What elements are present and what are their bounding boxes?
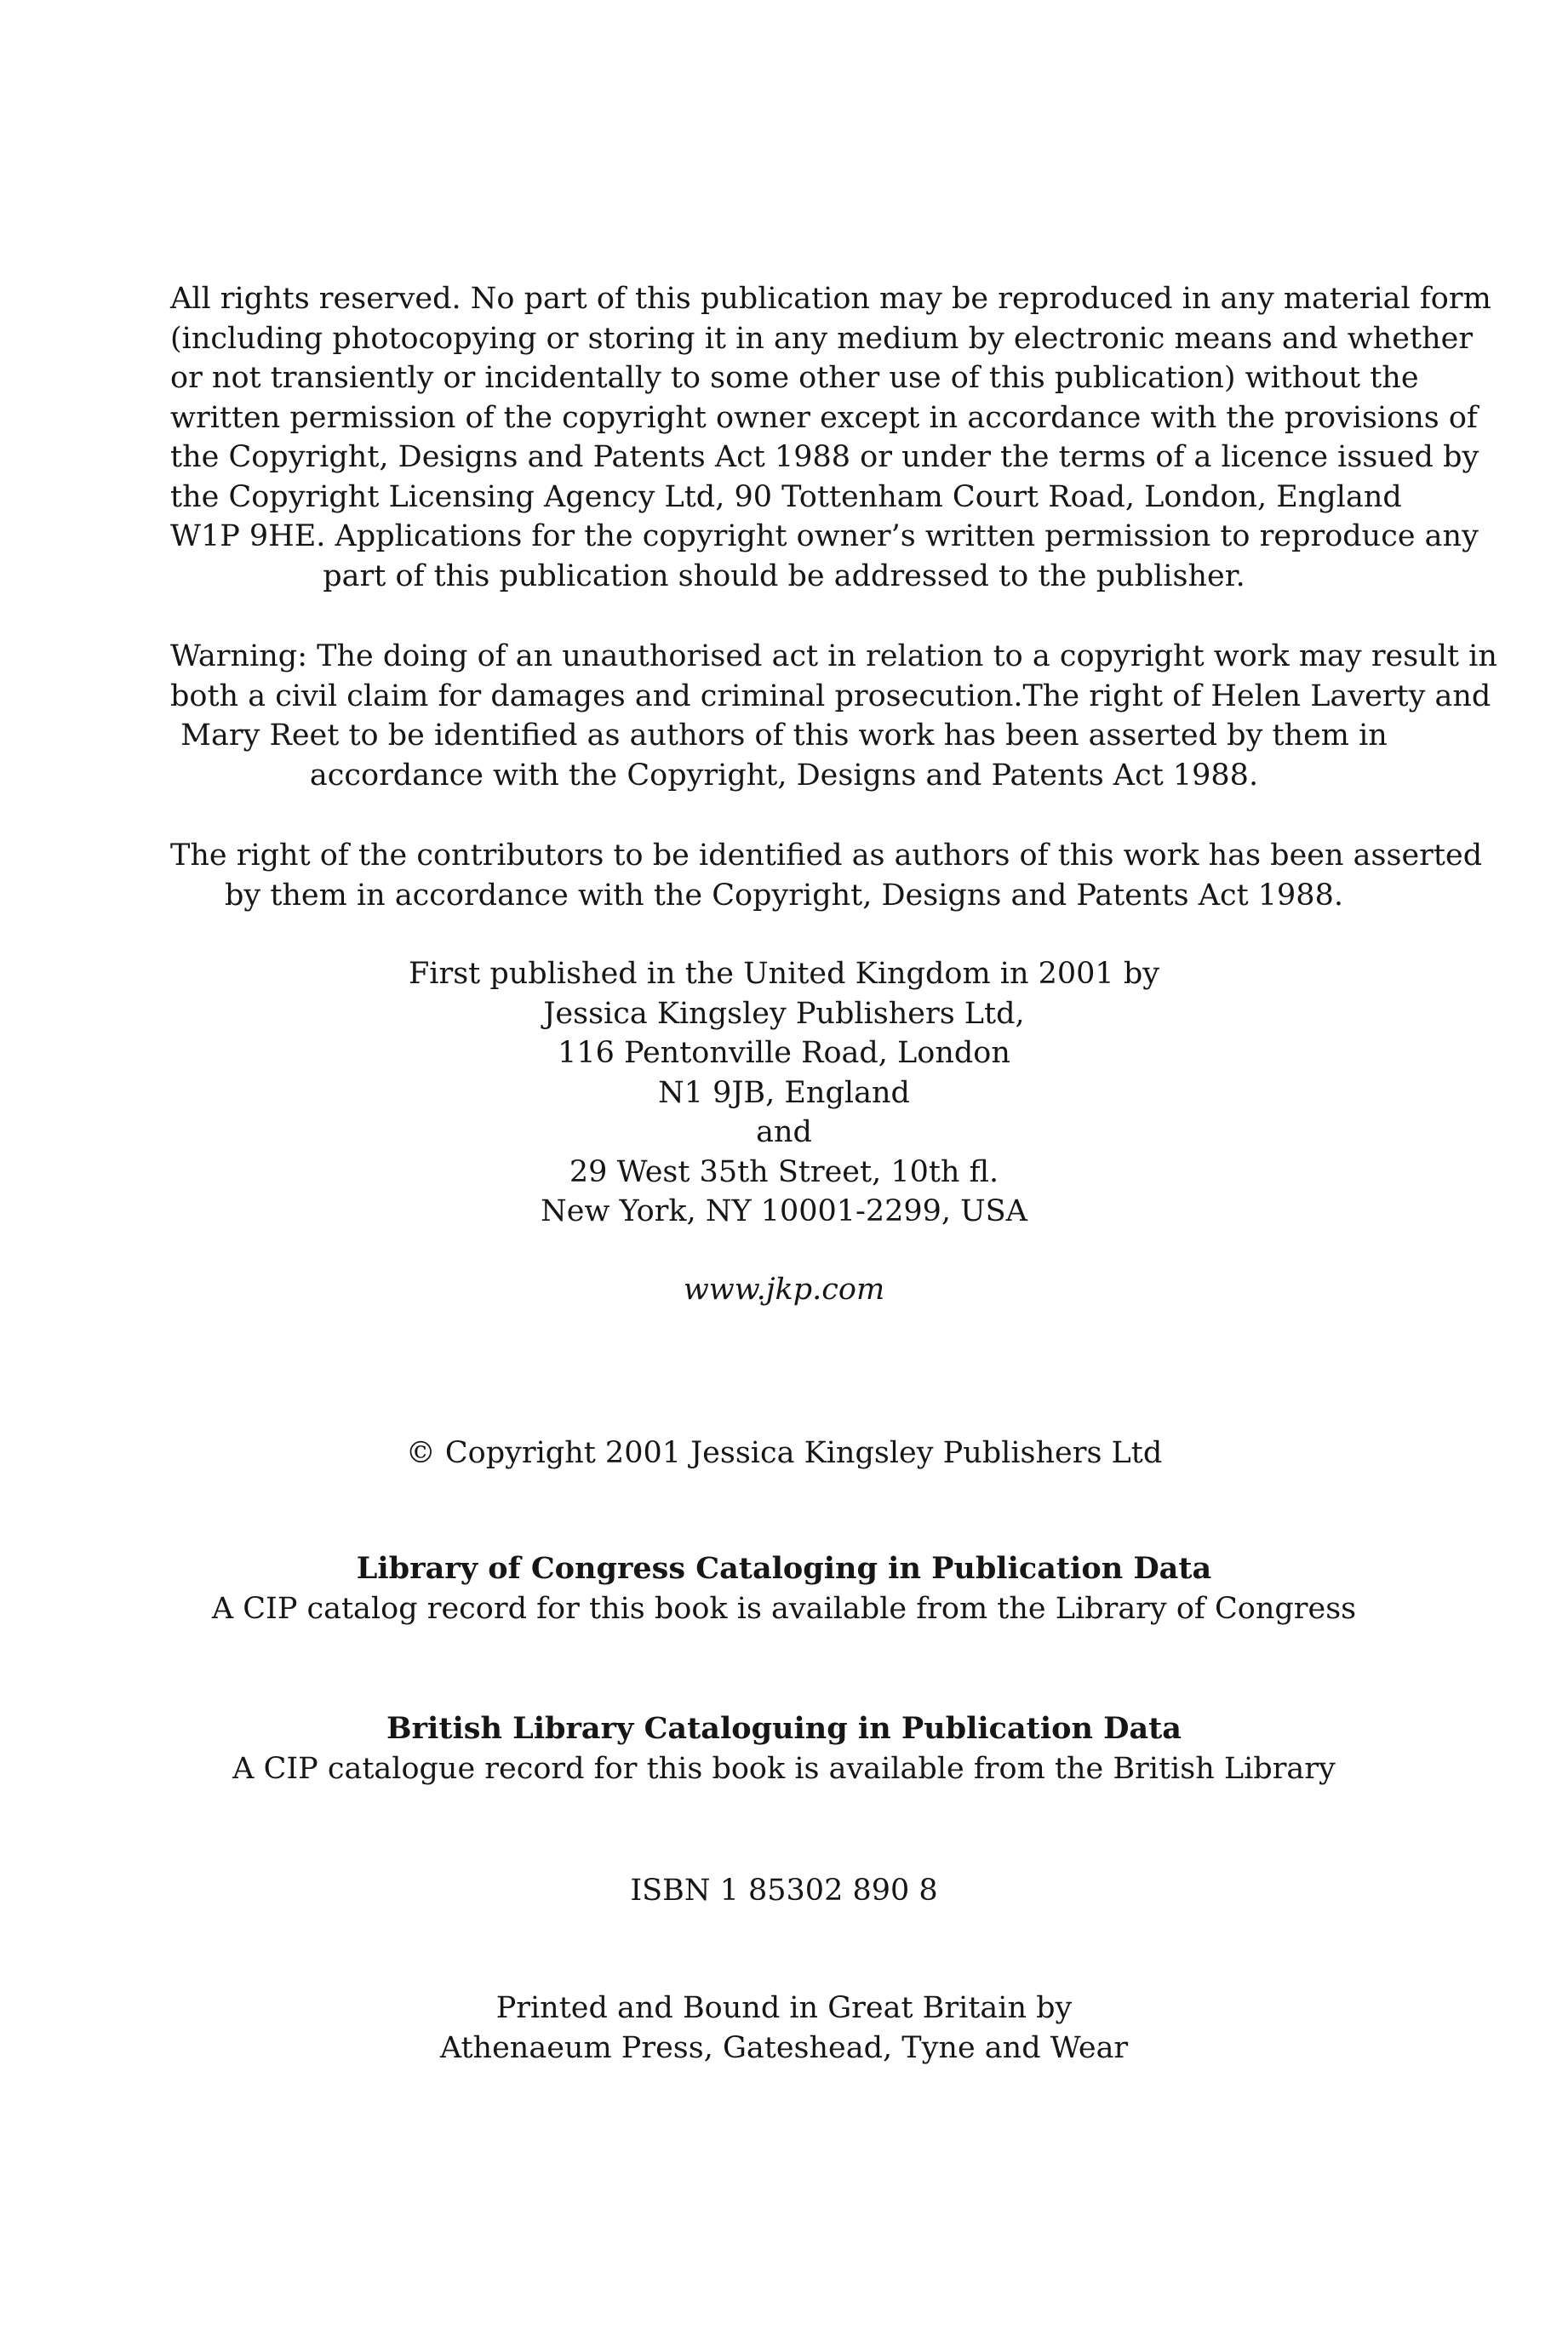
rights-line: written permission of the copyright owner except in accordance with the provisions of [170, 400, 1478, 435]
warning-notice [170, 637, 1497, 795]
rights-line: the Copyright Licensing Agency Ltd, 90 Tottenham Court Road, London, England [170, 479, 1402, 514]
rights-line: part of this publication should be addressed to the publisher. [323, 558, 1245, 593]
publisher-line: 116 Pentonville Road, London [558, 1036, 1010, 1070]
publisher-line: Jessica Kingsley Publishers Ltd, [543, 996, 1025, 1031]
printer-line: Athenaeum Press, Gateshead, Tyne and Wear [439, 2030, 1129, 2065]
rights-line: the Copyright, Designs and Patents Act 1988 or under the terms of a licence issued by [170, 440, 1479, 474]
isbn-line: ISBN 1 85302 890 8 [630, 1874, 938, 1908]
website-link[interactable]: www.jkp.com [683, 1273, 885, 1307]
rights-notice [170, 279, 1491, 596]
loc-cip-text: A CIP catalog record for this book is available from the Library of Congress [211, 1591, 1357, 1626]
printer-block [170, 1989, 1398, 2068]
rights-line: (including photocopying or storing it in any medium by electronic means and whether [170, 321, 1474, 356]
copyright-block [170, 1434, 1398, 1474]
publisher-address [170, 954, 1398, 1232]
loc-cip-heading: Library of Congress Cataloging in Publication Data [356, 1551, 1212, 1586]
contributors-notice [170, 836, 1483, 915]
publisher-line: and [756, 1115, 812, 1149]
bl-cip-block [170, 1709, 1398, 1788]
warning-line: accordance with the Copyright, Designs and Patents Act 1988. [309, 758, 1259, 793]
publisher-line: First published in the United Kingdom in 2001 by [408, 957, 1159, 991]
copyright-line: © Copyright 2001 Jessica Kingsley Publishers Ltd [405, 1436, 1163, 1470]
warning-line: Warning: The doing of an unauthorised act in relation to a copyright work may result in [170, 639, 1497, 673]
publisher-line: 29 West 35th Street, 10th fl. [569, 1154, 999, 1189]
contributors-line: The right of the contributors to be identified as authors of this work has been asserted [170, 838, 1483, 873]
bl-cip-heading: British Library Cataloguing in Publication Data [386, 1711, 1182, 1746]
rights-line: or not transiently or incidentally to some other use of this publication) without the [170, 361, 1419, 395]
warning-line: Mary Reet to be identified as authors of this work has been asserted by them in [180, 718, 1388, 753]
publisher-line: N1 9JB, England [658, 1075, 910, 1110]
warning-line: both a civil claim for damages and criminal prosecution.The right of Helen Laverty and [170, 678, 1491, 713]
contributors-line: by them in accordance with the Copyright, Designs and Patents Act 1988. [225, 878, 1343, 913]
website-block [170, 1270, 1398, 1310]
publisher-line: New York, NY 10001-2299, USA [541, 1194, 1027, 1228]
isbn-block [170, 1871, 1398, 1911]
printer-line: Printed and Bound in Great Britain by [495, 1991, 1073, 2025]
bl-cip-text: A CIP catalogue record for this book is available from the British Library [232, 1751, 1336, 1786]
loc-cip-block [170, 1549, 1398, 1628]
rights-line: All rights reserved. No part of this publication may be reproduced in any material form [170, 282, 1491, 316]
rights-line: W1P 9HE. Applications for the copyright owner’s written permission to reproduce any [170, 519, 1479, 553]
